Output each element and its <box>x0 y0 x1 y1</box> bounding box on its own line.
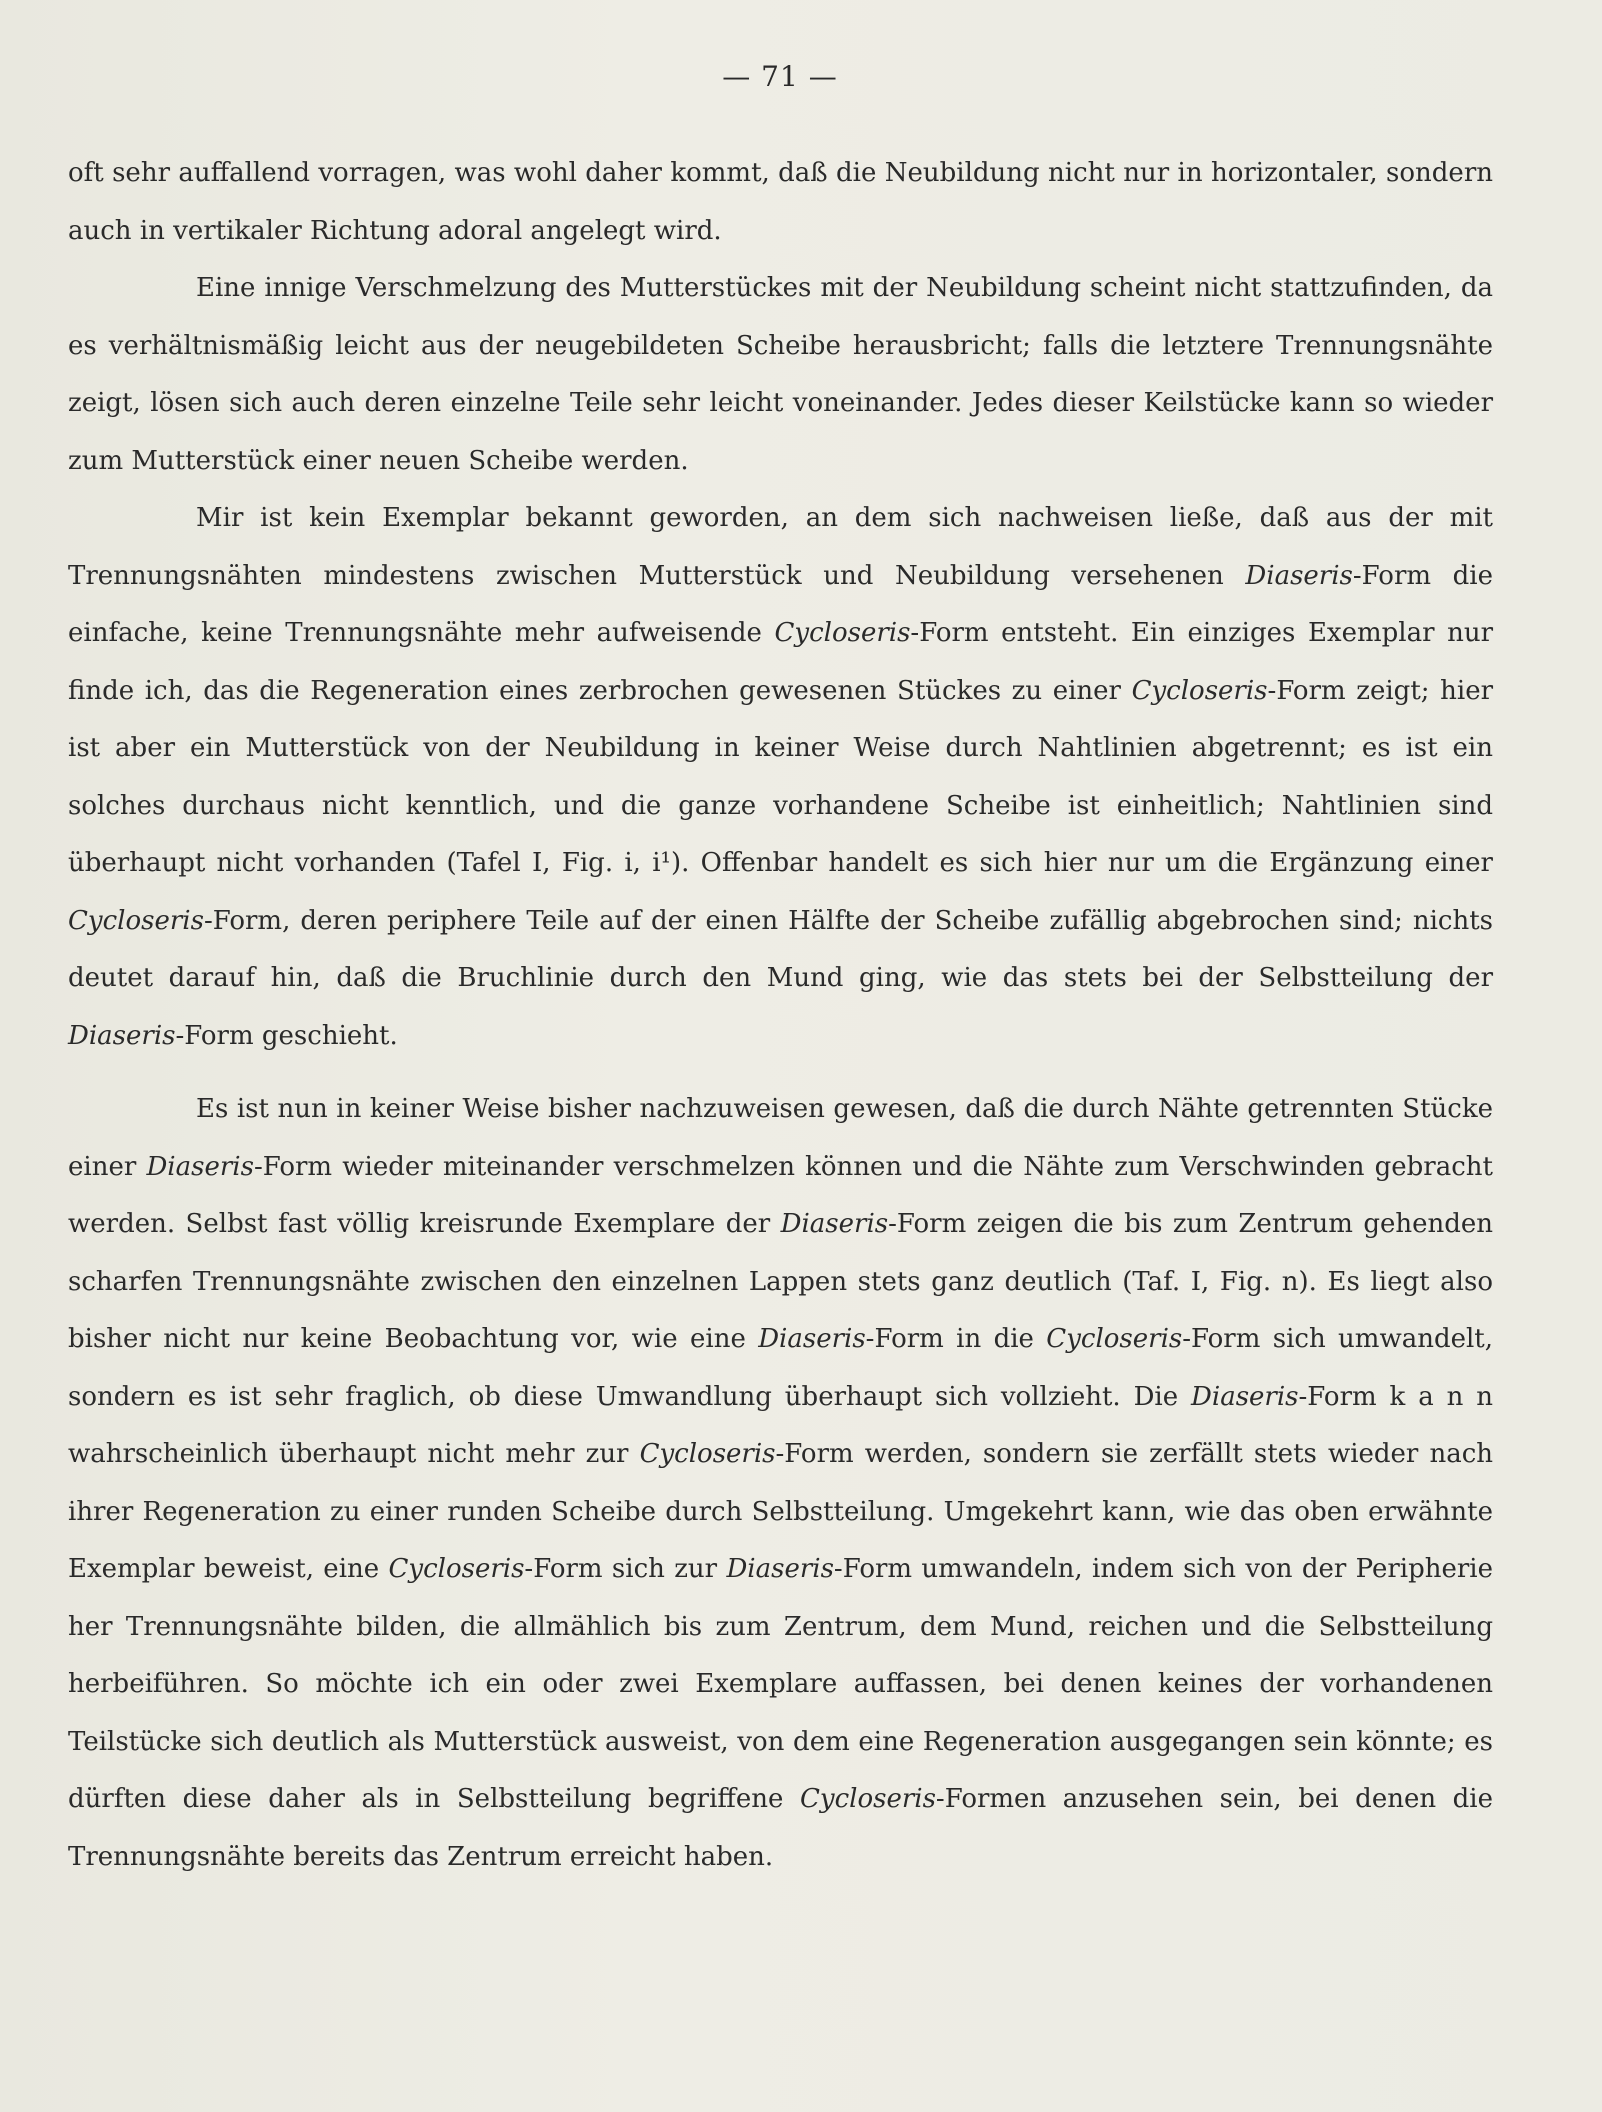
page-number: — 71 — <box>722 60 838 93</box>
body-text <box>68 145 1493 1886</box>
paragraph: Mir ist kein Exemplar bekannt geworden, an dem sich nachweisen ließe, daß aus der mit Trennungsnähten mindestens zwischen Mutterstück und Neubildung versehenen Diaseris-Form die einfache, keine Trennungsnähte mehr aufweisende Cycloseris-Form entsteht. Ein einziges Exemplar nur finde ich, das die Regeneration eines zerbrochen gewesenen Stückes zu einer Cycloseris-Form zeigt; hier ist aber ein Mutterstück von der Neubildung in keiner Weise durch Nahtlinien abgetrennt; es ist ein solches durchaus nicht kenntlich, und die ganze vorhandene Scheibe ist einheitlich; Nahtlinien sind überhaupt nicht vorhanden (Tafel I, Fig. i, i¹). Offenbar handelt es sich hier nur um die Ergänzung einer Cycloseris-Form, deren periphere Teile auf der einen Hälfte der Scheibe zufällig abgebrochen sind; nichts deutet darauf hin, daß die Bruchlinie durch den Mund ging, wie das stets bei der Selbstteilung der Diaseris-Form geschieht. <box>68 503 1494 1051</box>
paragraph: oft sehr auffallend vorragen, was wohl daher kommt, daß die Neubildung nicht nur in horizontaler, sondern auch in vertikaler Richtung adoral angelegt wird. <box>68 158 1493 246</box>
paragraph: Eine innige Verschmelzung des Mutterstückes mit der Neubildung scheint nicht stattzufinden, da es verhältnismäßig leicht aus der neugebildeten Scheibe herausbricht; falls die letztere Trennungsnähte zeigt, lösen sich auch deren einzelne Teile sehr leicht voneinander. Jedes dieser Keilstücke kann so wieder zum Mutterstück einer neuen Scheibe werden. <box>68 273 1493 476</box>
paragraph: Es ist nun in keiner Weise bisher nachzuweisen gewesen, daß die durch Nähte getrennten Stücke einer Diaseris-Form wieder miteinander verschmelzen können und die Nähte zum Verschwinden gebracht werden. Selbst fast völlig kreisrunde Exemplare der Diaseris-Form zeigen die bis zum Zentrum gehenden scharfen Trennungsnähte zwischen den einzelnen Lappen stets ganz deutlich (Taf. I, Fig. n). Es liegt also bisher nicht nur keine Beobachtung vor, wie eine Diaseris-Form in die Cycloseris-Form sich umwandelt, sondern es ist sehr fraglich, ob diese Umwandlung überhaupt sich vollzieht. Die Diaseris-Form k a n n wahrscheinlich überhaupt nicht mehr zur Cycloseris-Form werden, sondern sie zerfällt stets wieder nach ihrer Regeneration zu einer runden Scheibe durch Selbstteilung. Umgekehrt kann, wie das oben erwähnte Exemplar beweist, eine Cycloseris-Form sich zur Diaseris-Form umwandeln, indem sich von der Peripherie her Trennungsnähte bilden, die allmählich bis zum Zentrum, dem Mund, reichen und die Selbstteilung herbeiführen. So möchte ich ein oder zwei Exemplare auffassen, bei denen keines der vorhandenen Teilstücke sich deutlich als Mutterstück ausweist, von dem eine Regeneration ausgegangen sein könnte; es dürften diese daher als in Selbstteilung begriffene Cycloseris-Formen anzusehen sein, bei denen die Trennungsnähte bereits das Zentrum erreicht haben. <box>68 1094 1494 1872</box>
